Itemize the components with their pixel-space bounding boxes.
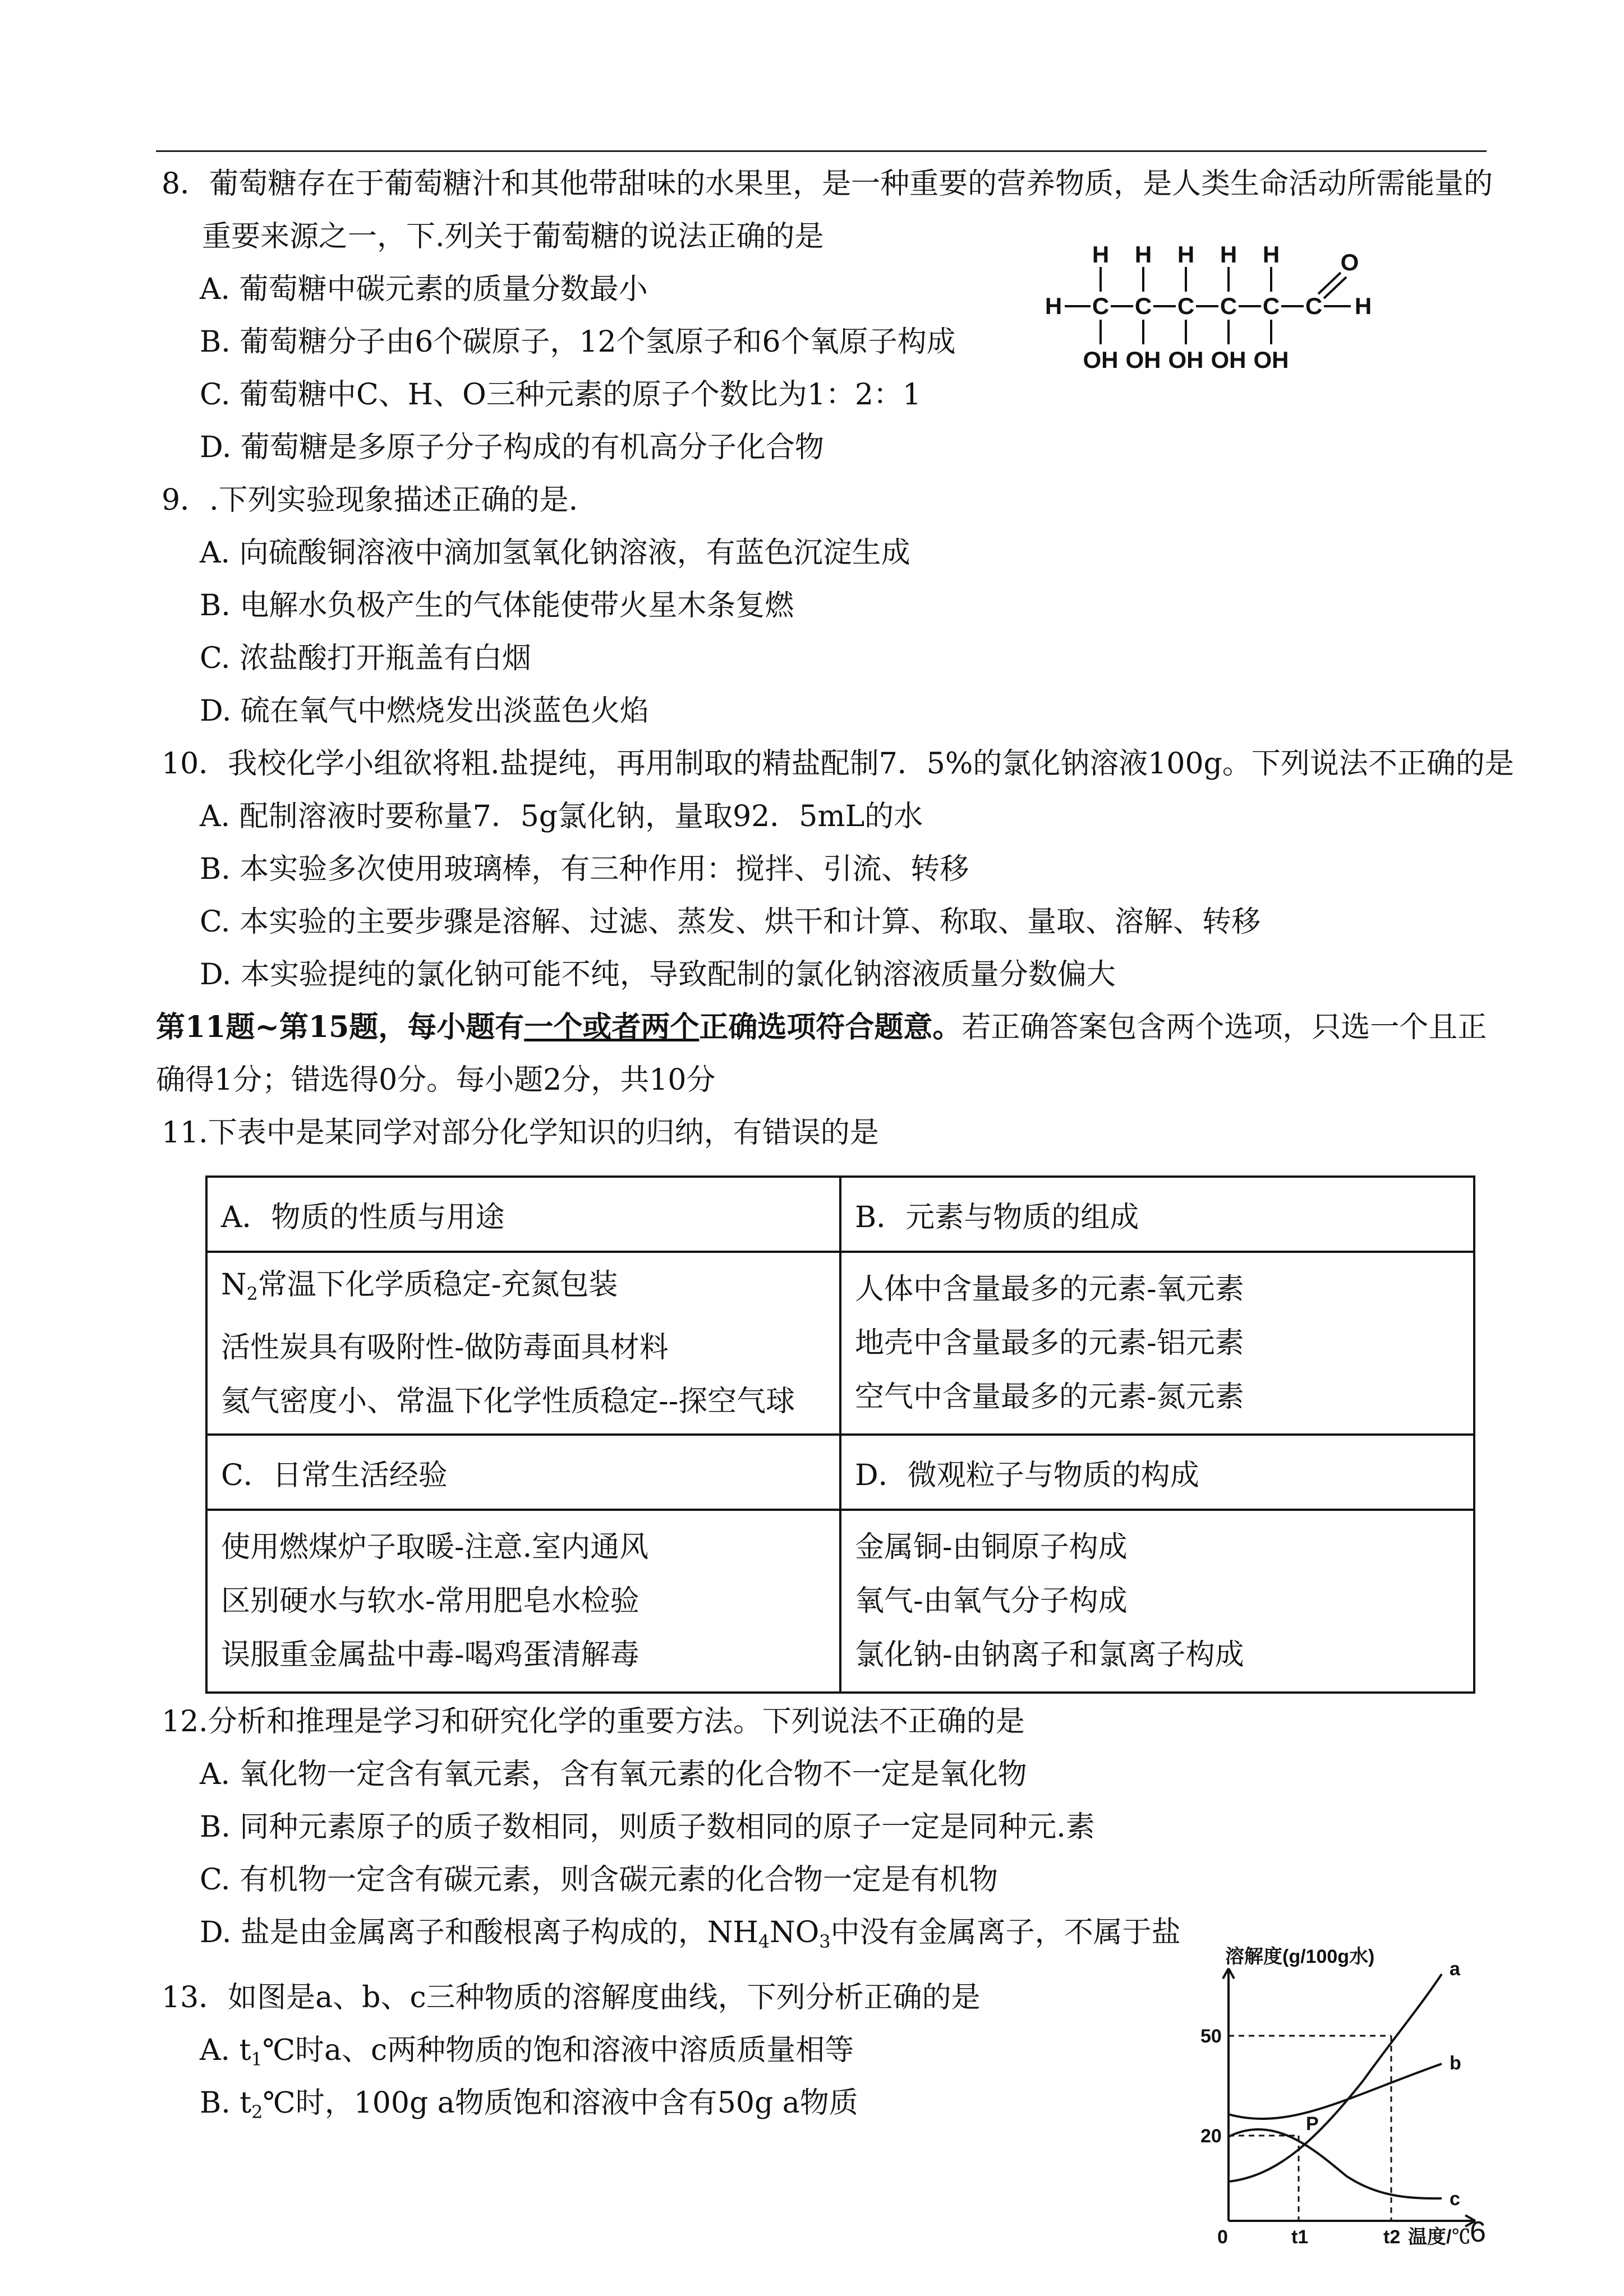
q13-option-b: B. $t_2℃$时，100g a物质饱和溶液中含有50g a物质 [200,2086,858,2123]
q13-stem: 13．如图是a、b、c三种物质的溶解度曲线，下列分析正确的是 [162,1981,981,2014]
q8-option-a: A. 葡萄糖中碳元素的质量分数最小 [200,273,648,306]
oh-group-3: OH [1168,347,1204,373]
q9-option-c: C. 浓盐酸打开瓶盖有白烟 [200,642,531,675]
c-atom-4: C [1220,293,1237,319]
q12-option-c: C. 有机物一定含有碳元素，则含碳元素的化合物一定是有机物 [200,1863,998,1897]
q11-knowledge-table [205,1175,1475,1694]
oh-group-4: OH [1211,347,1246,373]
cell-b-line1: 人体中含量最多的元素-氧元素 [855,1273,1244,1306]
tick-t2: t2 [1383,2226,1401,2248]
cell-a-line1: $N_2$常温下化学质稳定-充氮包装 [221,1268,618,1304]
curve-b [1229,2064,1442,2119]
cell-a-body [206,1252,840,1435]
cell-d-line2: 氧气-由氧气分子构成 [855,1584,1128,1618]
q12-stem: 12.分析和推理是学习和研究化学的重要方法。下列说法不正确的是 [162,1705,1025,1739]
tick-y-50: 50 [1200,2026,1222,2047]
o-atom-aldehyde: O [1340,249,1359,275]
oh-group-1: OH [1083,347,1119,373]
section-bold-underline: 一个或者两个 [524,1010,700,1044]
section-instructions-line1 [156,1009,1487,1045]
q12-option-d: D. 盐是由金属离子和酸根离子构成的，$NH_4NO_3$中没有金属离子，不属于盐 [200,1916,1181,1952]
h-atom-left: H [1045,293,1062,319]
cell-d-body [840,1510,1474,1693]
curve-c-label: c [1450,2188,1460,2210]
glucose-structure-diagram [1038,236,1386,387]
h-atom-top-5: H [1262,241,1280,268]
cell-c-line1: 使用燃煤炉子取暖-注意.室内通风 [221,1530,649,1564]
c-atom-5: C [1262,293,1280,319]
q9-option-a: A. 向硫酸铜溶液中滴加氢氧化钠溶液，有蓝色沉淀生成 [200,536,910,570]
c-atom-6: C [1305,293,1323,319]
h-atom-top-1: H [1092,241,1110,268]
section-bold-b: 正确选项符合题意。 [699,1010,962,1044]
cell-a-line2: 活性炭具有吸附性-做防毒面具材料 [221,1331,669,1364]
oh-group-2: OH [1125,347,1161,373]
q8-stem-line1: 8．葡萄糖存在于葡萄糖汁和其他带甜味的水果里，是一种重要的营养物质，是人类生命活动所需能量的 [162,167,1493,201]
header-rule [156,150,1487,152]
graph-x-label: 温度/℃ [1408,2226,1471,2248]
q8-option-d: D. 葡萄糖是多原子分子构成的有机高分子化合物 [200,431,824,464]
q11-stem: 11.下表中是某同学对部分化学知识的归纳，有错误的是 [162,1116,879,1150]
q10-option-a: A. 配制溶液时要称量7．5g氯化钠，量取92．5mL的水 [200,800,923,833]
cell-b-head: B．元素与物质的组成 [840,1177,1474,1252]
oh-group-5: OH [1253,347,1289,373]
q8-option-c: C. 葡萄糖中C、H、O三种元素的原子个数比为1：2：1 [200,378,922,412]
curve-a [1229,1974,1442,2182]
cell-c-line3: 误服重金属盐中毒-喝鸡蛋清解毒 [221,1638,640,1672]
point-p-label: P [1306,2113,1319,2134]
solubility-curve-graph [1178,1946,1492,2249]
q9-option-d: D. 硫在氧气中燃烧发出淡蓝色火焰 [200,694,649,728]
section-bold-a: 第11题~第15题，每小题有 [156,1010,525,1044]
q10-stem: 10．我校化学小组欲将粗.盐提纯，再用制取的精盐配制7．5%的氯化钠溶液100g。下列说法不正确的是 [162,747,1514,781]
tick-y-20: 20 [1200,2126,1222,2147]
q13-option-a: A. $t_1℃$时a、c两种物质的饱和溶液中溶质质量相等 [200,2034,854,2070]
curve-c [1229,2129,1442,2198]
cell-b-line3: 空气中含量最多的元素-氮元素 [855,1380,1244,1414]
cell-a-line3: 氦气密度小、常温下化学性质稳定--探空气球 [221,1385,795,1418]
cell-d-line1: 金属铜-由铜原子构成 [855,1530,1128,1564]
tick-origin: 0 [1217,2226,1228,2248]
cell-c-head: C．日常生活经验 [206,1435,840,1510]
q12-option-b: B. 同种元素原子的质子数相同，则质子数相同的原子一定是同种元.素 [200,1810,1095,1844]
h-atom-top-2: H [1134,241,1152,268]
graph-y-label: 溶解度(g/100g水) [1225,1946,1375,1967]
q9-option-b: B. 电解水负极产生的气体能使带火星木条复燃 [200,589,794,623]
q8-option-b: B. 葡萄糖分子由6个碳原子，12个氢原子和6个氧原子构成 [200,325,956,359]
q10-option-d: D. 本实验提纯的氯化钠可能不纯，导致配制的氯化钠溶液质量分数偏大 [200,958,1116,992]
q10-option-b: B. 本实验多次使用玻璃棒，有三种作用：搅拌、引流、转移 [200,852,969,886]
h-atom-aldehyde: H [1354,293,1372,319]
q9-stem: 9．.下列实验现象描述正确的是. [162,483,578,517]
c-atom-2: C [1134,293,1152,319]
q10-option-c: C. 本实验的主要步骤是溶解、过滤、蒸发、烘干和计算、称取、量取、溶解、转移 [200,905,1260,939]
page-number: 6 [1470,2216,1486,2248]
q8-stem-line2: 重要来源之一，下.列关于葡萄糖的说法正确的是 [202,220,824,253]
cell-c-body [206,1510,840,1693]
cell-a-head: A．物质的性质与用途 [206,1177,840,1252]
section-instructions-line2: 确得1分；错选得0分。每小题2分，共10分 [156,1063,716,1097]
cell-b-line2: 地壳中含量最多的元素-铝元素 [855,1326,1244,1360]
q12-option-a: A. 氧化物一定含有氧元素，含有氧元素的化合物不一定是氧化物 [200,1758,1027,1791]
curve-a-label: a [1450,1958,1460,1980]
tick-t1: t1 [1291,2226,1309,2248]
c-atom-3: C [1177,293,1195,319]
section-plain: 若正确答案包含两个选项，只选一个且正 [961,1011,1487,1044]
cell-d-head: D．微观粒子与物质的构成 [840,1435,1474,1510]
curve-b-label: b [1450,2053,1461,2074]
cell-d-line3: 氯化钠-由钠离子和氯离子构成 [855,1638,1244,1672]
h-atom-top-3: H [1177,241,1195,268]
h-atom-top-4: H [1220,241,1237,268]
cell-c-line2: 区别硬水与软水-常用肥皂水检验 [221,1584,640,1618]
c-atom-1: C [1092,293,1110,319]
cell-b-body [840,1252,1474,1435]
